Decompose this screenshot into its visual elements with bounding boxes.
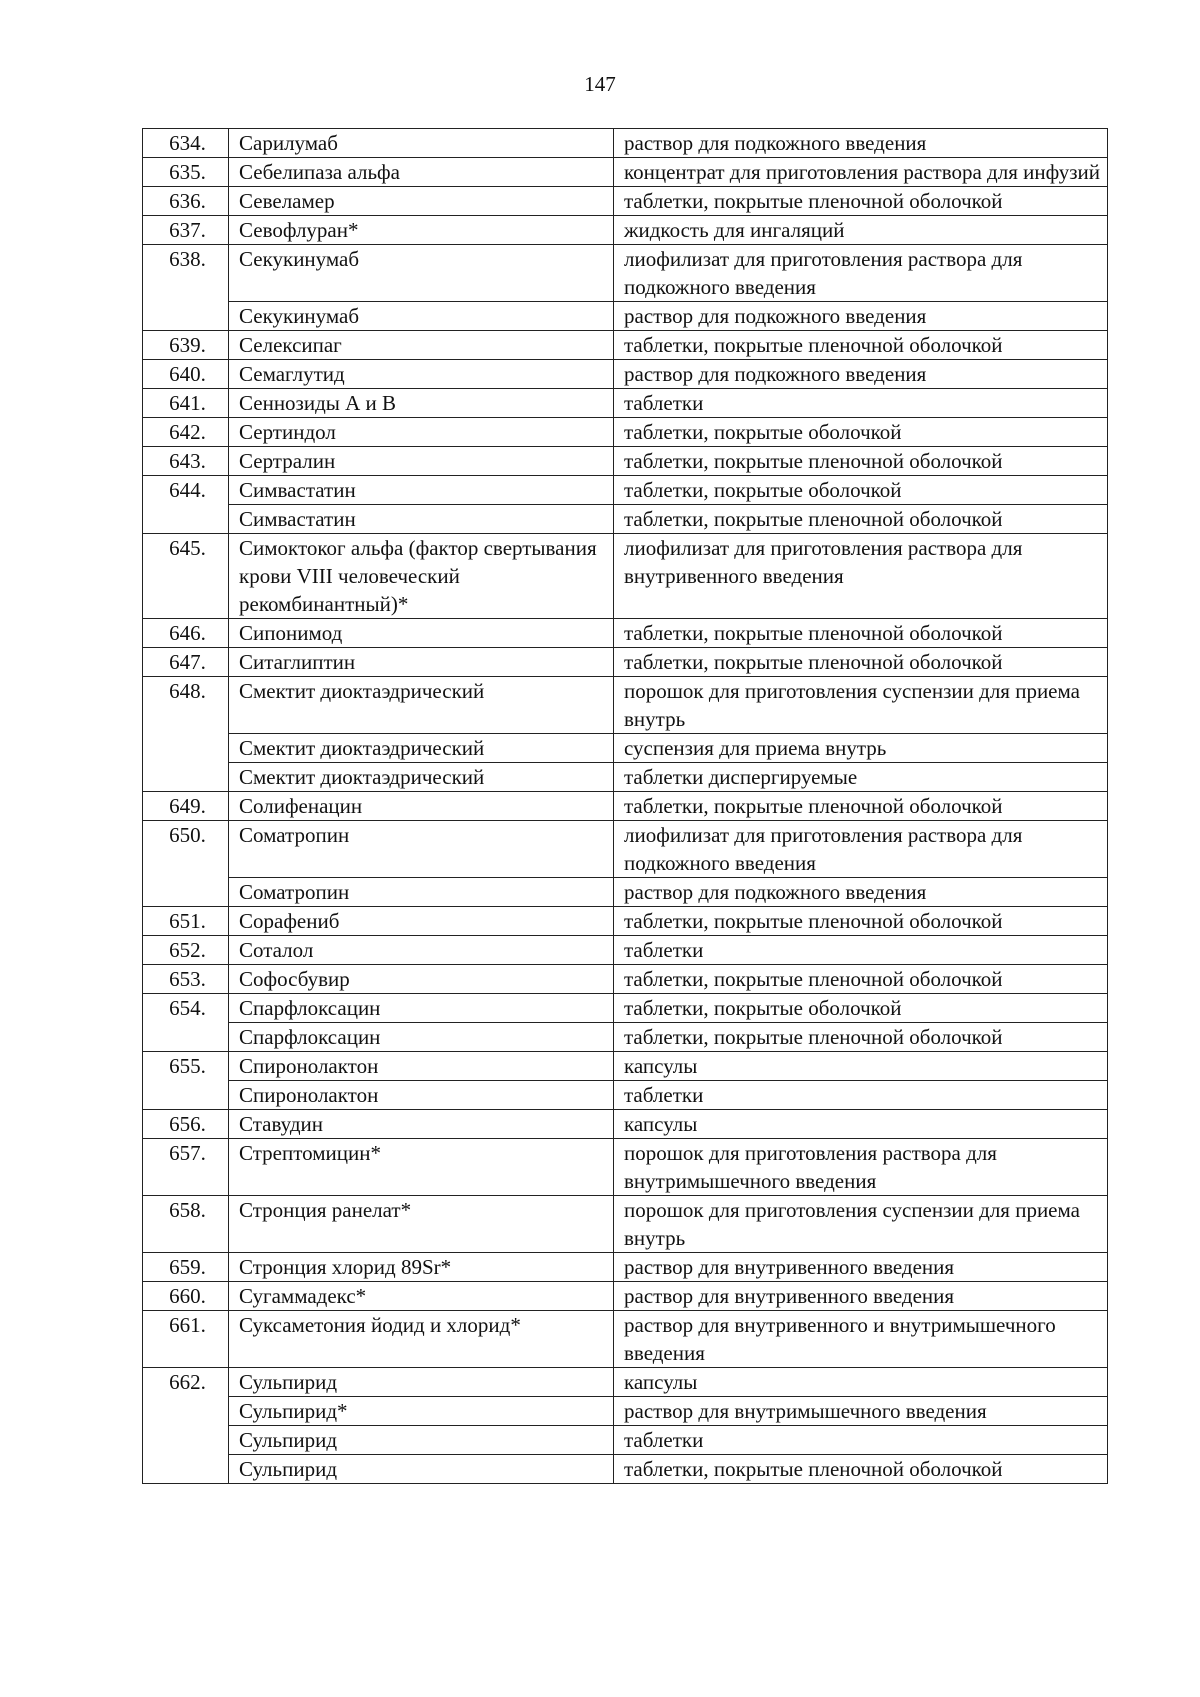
dosage-form: концентрат для приготовления раствора для инфузий	[614, 158, 1108, 187]
dosage-form: таблетки	[614, 936, 1108, 965]
table-row	[143, 187, 1108, 216]
table-row	[143, 360, 1108, 389]
entry-number: 634.	[143, 129, 229, 158]
dosage-form: таблетки, покрытые пленочной оболочкой	[614, 187, 1108, 216]
dosage-form: суспензия для приема внутрь	[614, 734, 1108, 763]
drug-name: Сертиндол	[229, 418, 614, 447]
dosage-form: лиофилизат для приготовления раствора для внутривенного введения	[614, 534, 1108, 619]
dosage-form: порошок для приготовления суспензии для приема внутрь	[614, 1196, 1108, 1253]
dosage-form: раствор для подкожного введения	[614, 878, 1108, 907]
dosage-form: капсулы	[614, 1110, 1108, 1139]
entry-number: 635.	[143, 158, 229, 187]
drug-name: Сульпирид	[229, 1368, 614, 1397]
entry-number: 645.	[143, 534, 229, 619]
table-row	[143, 648, 1108, 677]
table-row	[143, 936, 1108, 965]
dosage-form: таблетки, покрытые пленочной оболочкой	[614, 447, 1108, 476]
drug-name: Спиронолактон	[229, 1081, 614, 1110]
dosage-form: лиофилизат для приготовления раствора для подкожного введения	[614, 245, 1108, 302]
drug-name: Симоктоког альфа (фактор свертывания крови VIII человеческий рекомбинантный)*	[229, 534, 614, 619]
drug-name: Смектит диоктаэдрический	[229, 734, 614, 763]
table-row	[143, 447, 1108, 476]
drug-name: Селексипаг	[229, 331, 614, 360]
drug-name: Секукинумаб	[229, 245, 614, 302]
drug-name: Ставудин	[229, 1110, 614, 1139]
entry-number: 644.	[143, 476, 229, 534]
dosage-form: таблетки, покрытые пленочной оболочкой	[614, 1455, 1108, 1484]
drug-name: Спарфлоксацин	[229, 1023, 614, 1052]
table-row	[143, 763, 1108, 792]
table-row	[143, 331, 1108, 360]
entry-number: 638.	[143, 245, 229, 331]
dosage-form: таблетки, покрытые пленочной оболочкой	[614, 331, 1108, 360]
drug-name: Соматропин	[229, 878, 614, 907]
table-row	[143, 1397, 1108, 1426]
table-row	[143, 418, 1108, 447]
table-row	[143, 1110, 1108, 1139]
table-row	[143, 1023, 1108, 1052]
dosage-form: таблетки диспергируемые	[614, 763, 1108, 792]
entry-number: 659.	[143, 1253, 229, 1282]
table-row	[143, 129, 1108, 158]
dosage-form: таблетки	[614, 1081, 1108, 1110]
entry-number: 651.	[143, 907, 229, 936]
drug-name: Стронция хлорид 89Sr*	[229, 1253, 614, 1282]
entry-number: 658.	[143, 1196, 229, 1253]
table-row	[143, 302, 1108, 331]
dosage-form: раствор для внутримышечного введения	[614, 1397, 1108, 1426]
drug-name: Солифенацин	[229, 792, 614, 821]
table-row	[143, 158, 1108, 187]
table-row	[143, 1368, 1108, 1397]
drug-name: Суксаметония йодид и хлорид*	[229, 1311, 614, 1368]
drug-name: Секукинумаб	[229, 302, 614, 331]
entry-number: 636.	[143, 187, 229, 216]
table-row	[143, 821, 1108, 878]
table-row	[143, 907, 1108, 936]
entry-number: 642.	[143, 418, 229, 447]
drug-name: Соматропин	[229, 821, 614, 878]
drug-name: Севеламер	[229, 187, 614, 216]
dosage-form: порошок для приготовления раствора для внутримышечного введения	[614, 1139, 1108, 1196]
dosage-form: таблетки, покрытые пленочной оболочкой	[614, 965, 1108, 994]
entry-number: 655.	[143, 1052, 229, 1110]
drug-name: Сульпирид	[229, 1426, 614, 1455]
entry-number: 648.	[143, 677, 229, 792]
table-row	[143, 994, 1108, 1023]
entry-number: 660.	[143, 1282, 229, 1311]
page-number: 147	[584, 72, 616, 96]
entry-number: 649.	[143, 792, 229, 821]
drug-name: Сульпирид	[229, 1455, 614, 1484]
table-row	[143, 1311, 1108, 1368]
dosage-form: таблетки, покрытые оболочкой	[614, 994, 1108, 1023]
drug-name: Стрептомицин*	[229, 1139, 614, 1196]
entry-number: 641.	[143, 389, 229, 418]
drug-table-body	[143, 129, 1108, 1484]
dosage-form: раствор для внутривенного введения	[614, 1282, 1108, 1311]
entry-number: 650.	[143, 821, 229, 907]
table-row	[143, 1282, 1108, 1311]
table-row	[143, 1052, 1108, 1081]
drug-name: Смектит диоктаэдрический	[229, 763, 614, 792]
table-row	[143, 619, 1108, 648]
table-row	[143, 792, 1108, 821]
table-row	[143, 677, 1108, 734]
drug-name: Сеннозиды А и В	[229, 389, 614, 418]
dosage-form: таблетки, покрытые пленочной оболочкой	[614, 648, 1108, 677]
table-row	[143, 1426, 1108, 1455]
table-row	[143, 1139, 1108, 1196]
drug-name: Семаглутид	[229, 360, 614, 389]
table-row	[143, 1455, 1108, 1484]
table-row	[143, 734, 1108, 763]
dosage-form: капсулы	[614, 1368, 1108, 1397]
drug-name: Сульпирид*	[229, 1397, 614, 1426]
table-row	[143, 216, 1108, 245]
drug-name: Сертралин	[229, 447, 614, 476]
dosage-form: капсулы	[614, 1052, 1108, 1081]
dosage-form: раствор для внутривенного введения	[614, 1253, 1108, 1282]
table-row	[143, 245, 1108, 302]
dosage-form: таблетки, покрытые пленочной оболочкой	[614, 792, 1108, 821]
drug-name: Сорафениб	[229, 907, 614, 936]
drug-name: Сугаммадекс*	[229, 1282, 614, 1311]
entry-number: 647.	[143, 648, 229, 677]
dosage-form: жидкость для ингаляций	[614, 216, 1108, 245]
dosage-form: таблетки	[614, 389, 1108, 418]
drug-name: Севофлуран*	[229, 216, 614, 245]
entry-number: 652.	[143, 936, 229, 965]
dosage-form: раствор для внутривенного и внутримышечного введения	[614, 1311, 1108, 1368]
dosage-form: таблетки, покрытые оболочкой	[614, 418, 1108, 447]
entry-number: 637.	[143, 216, 229, 245]
table-row	[143, 534, 1108, 619]
dosage-form: таблетки, покрытые оболочкой	[614, 476, 1108, 505]
dosage-form: таблетки, покрытые пленочной оболочкой	[614, 907, 1108, 936]
entry-number: 643.	[143, 447, 229, 476]
entry-number: 661.	[143, 1311, 229, 1368]
dosage-form: таблетки, покрытые пленочной оболочкой	[614, 619, 1108, 648]
dosage-form: раствор для подкожного введения	[614, 360, 1108, 389]
entry-number: 646.	[143, 619, 229, 648]
dosage-form: таблетки	[614, 1426, 1108, 1455]
drug-name: Смектит диоктаэдрический	[229, 677, 614, 734]
dosage-form: раствор для подкожного введения	[614, 302, 1108, 331]
dosage-form: порошок для приготовления суспензии для приема внутрь	[614, 677, 1108, 734]
table-row	[143, 965, 1108, 994]
drug-name: Стронция ранелат*	[229, 1196, 614, 1253]
entry-number: 654.	[143, 994, 229, 1052]
drug-name: Ситаглиптин	[229, 648, 614, 677]
entry-number: 640.	[143, 360, 229, 389]
table-row	[143, 878, 1108, 907]
entry-number: 657.	[143, 1139, 229, 1196]
table-row	[143, 389, 1108, 418]
drug-name: Симвастатин	[229, 476, 614, 505]
dosage-form: таблетки, покрытые пленочной оболочкой	[614, 1023, 1108, 1052]
drug-name: Соталол	[229, 936, 614, 965]
table-row	[143, 1253, 1108, 1282]
entry-number: 662.	[143, 1368, 229, 1484]
drug-name: Сарилумаб	[229, 129, 614, 158]
table-row	[143, 1081, 1108, 1110]
drug-name: Софосбувир	[229, 965, 614, 994]
entry-number: 653.	[143, 965, 229, 994]
dosage-form: таблетки, покрытые пленочной оболочкой	[614, 505, 1108, 534]
table-row	[143, 1196, 1108, 1253]
drug-name: Себелипаза альфа	[229, 158, 614, 187]
entry-number: 656.	[143, 1110, 229, 1139]
drug-name: Спарфлоксацин	[229, 994, 614, 1023]
dosage-form: лиофилизат для приготовления раствора для подкожного введения	[614, 821, 1108, 878]
entry-number: 639.	[143, 331, 229, 360]
drug-table	[142, 128, 1108, 1484]
drug-name: Симвастатин	[229, 505, 614, 534]
drug-name: Сипонимод	[229, 619, 614, 648]
dosage-form: раствор для подкожного введения	[614, 129, 1108, 158]
drug-name: Спиронолактон	[229, 1052, 614, 1081]
table-row	[143, 505, 1108, 534]
table-row	[143, 476, 1108, 505]
